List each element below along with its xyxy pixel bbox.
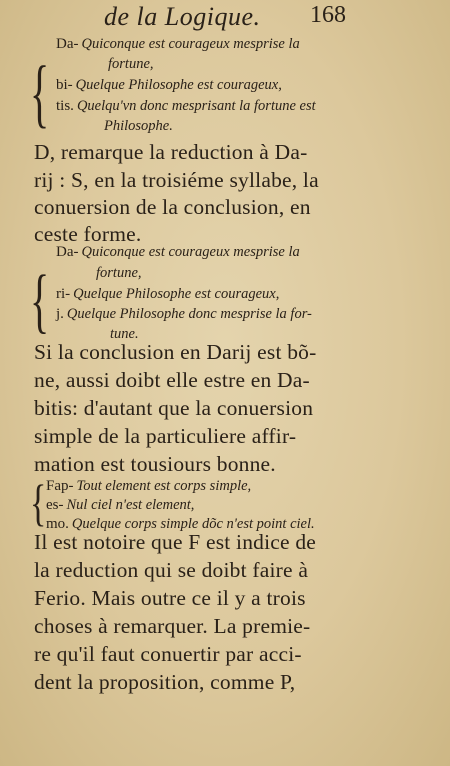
syllogism-line: mo. Quelque corps simple dõc n'est point ciel.	[46, 516, 315, 532]
body-text-line: simple de la particuliere affir-	[34, 424, 297, 448]
show-through-smudge	[42, 695, 47, 716]
syllogism-line: tune.	[110, 326, 139, 342]
body-text-line: la reduction qui se doibt faire à	[34, 558, 309, 582]
body-text-line: Il est notoire que F est indice de	[34, 530, 317, 554]
brace-icon: {	[30, 49, 50, 136]
syllogism-line: fortune,	[108, 56, 154, 72]
page-number: 168	[310, 2, 346, 28]
syllogism-line: Da- Quiconque est courageux mesprise la	[56, 36, 300, 52]
syllogism-line: es- Nul ciel n'est element,	[46, 497, 195, 513]
brace-icon: {	[30, 476, 47, 532]
body-text-line: ceste forme.	[34, 222, 142, 246]
body-text-line: choses à remarquer. La premie-	[34, 614, 311, 638]
body-text-line: rij : S, en la troisiéme syllabe, la	[34, 168, 319, 192]
syllogism-line: fortune,	[96, 265, 142, 281]
syllogism-line: Da- Quiconque est courageux mesprise la	[56, 244, 300, 260]
body-text-line: re qu'il faut conuertir par acci-	[34, 642, 302, 666]
syllogism-line: ri- Quelque Philosophe est courageux,	[56, 286, 280, 302]
body-text-line: Si la conclusion en Darij est bõ-	[34, 340, 317, 364]
body-text-line: ne, aussi doibt elle estre en Da-	[34, 368, 310, 392]
body-text-line: dent la proposition, comme P,	[34, 670, 296, 694]
body-text-line: D, remarque la reduction à Da-	[34, 140, 308, 164]
syllogism-line: Philosophe.	[104, 118, 173, 134]
brace-icon: {	[30, 259, 50, 341]
body-text-line: bitis: d'autant que la conuersion	[34, 396, 314, 420]
syllogism-line: tis. Quelqu'vn donc mesprisant la fortune est	[56, 98, 316, 114]
syllogism-line: bi- Quelque Philosophe est courageux,	[56, 77, 282, 93]
body-text-line: conuersion de la conclusion, en	[34, 195, 311, 219]
running-head: de la Logique.	[104, 2, 261, 31]
syllogism-line: j. Quelque Philosophe donc mesprise la for-	[56, 306, 312, 322]
body-text-line: Ferio. Mais outre ce il y a trois	[34, 586, 306, 610]
page-header	[0, 2, 450, 36]
syllogism-line: Fap- Tout element est corps simple,	[46, 478, 252, 494]
body-text-line: mation est tousiours bonne.	[34, 452, 276, 476]
